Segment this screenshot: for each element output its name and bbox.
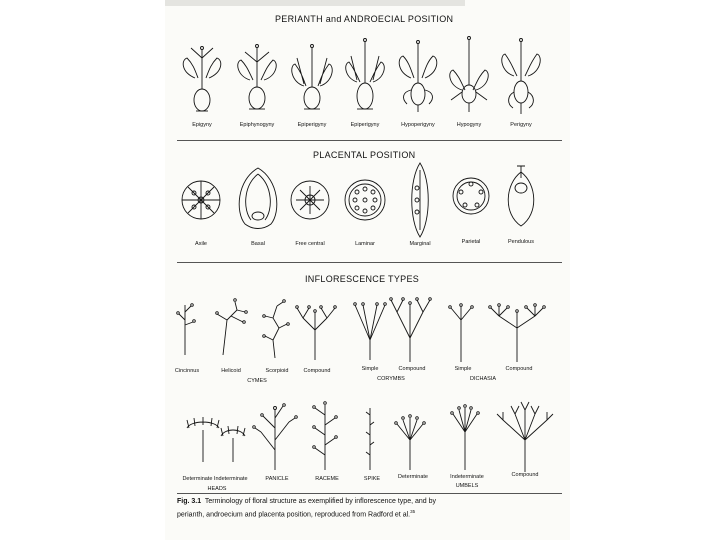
label-parietal: Parietal <box>461 239 481 245</box>
label-perigyny: Perigyny <box>510 122 532 128</box>
label-helicoid: Helicoid <box>221 368 241 374</box>
flower-epiperigyny-1 <box>292 45 332 110</box>
caption-fig-number: Fig. 3.1 <box>177 498 202 505</box>
perianth-heading: PERIANTH and ANDROECIAL POSITION <box>275 14 454 24</box>
label-epigyny: Epigyny <box>192 122 212 128</box>
figure-page <box>165 0 570 540</box>
caption-line-2: perianth, androecium and placenta position, reproduced from Radford et al. <box>177 511 411 519</box>
placental-heading: PLACENTAL POSITION <box>313 150 416 160</box>
label-free-central: Free central <box>295 241 325 247</box>
label-marginal: Marginal <box>409 241 431 247</box>
group-umbels: UMBELS <box>455 483 479 489</box>
corymb-simple <box>354 303 387 360</box>
label-umbel-compound: Compound <box>511 472 539 478</box>
label-raceme: RACEME <box>315 476 339 482</box>
label-spike: SPIKE <box>363 476 381 482</box>
figure-caption <box>177 497 562 520</box>
cyme-helicoid <box>216 299 248 355</box>
group-cymes: CYMES <box>247 378 267 384</box>
ovary-laminar <box>345 180 385 220</box>
label-laminar: Laminar <box>355 241 375 247</box>
label-cincinnus: Cincinnus <box>174 368 200 374</box>
label-dichasium-simple: Simple <box>454 366 472 372</box>
group-corymbs: CORYMBS <box>377 376 405 382</box>
head-determinate <box>187 417 219 462</box>
label-hypoperigyny: Hypoperigyny <box>401 122 435 128</box>
flower-hypoperigyny <box>399 41 437 113</box>
flower-epiperigyny-2 <box>346 39 385 110</box>
group-heads: HEADS <box>207 486 227 492</box>
inflorescence-heading: INFLORESCENCE TYPES <box>305 274 420 284</box>
dichasium-compound <box>489 304 546 362</box>
label-corymb-compound: Compound <box>398 366 426 372</box>
label-hypogyny: Hypogyny <box>456 122 482 128</box>
label-umbel-indeterminate: Indeterminate <box>450 474 484 480</box>
caption-line-1: Terminology of floral structure as exemplified by inflorescence type, and by <box>204 498 437 505</box>
botanical-illustrations <box>165 0 570 540</box>
ovary-free-central <box>291 181 329 219</box>
cyme-compound <box>296 306 337 360</box>
corymb-compound <box>390 298 432 362</box>
flower-perigyny <box>502 39 540 115</box>
ovary-marginal <box>412 163 429 237</box>
spike <box>366 408 374 470</box>
umbel-compound <box>497 402 553 472</box>
panicle <box>253 404 298 470</box>
label-panicle: PANICLE <box>265 476 289 482</box>
flower-epigyny <box>183 47 221 112</box>
dichasium-simple <box>449 304 474 362</box>
ovary-axile <box>182 181 220 219</box>
flower-epiphynogyny <box>238 45 276 110</box>
raceme <box>313 402 338 470</box>
label-basal: Basal <box>251 241 265 247</box>
caption-ref: 35 <box>410 509 416 514</box>
cyme-cincinnus <box>177 304 196 355</box>
label-epiperigyny-1: Epiperigyny <box>297 122 327 128</box>
cyme-scorpioid <box>263 300 290 358</box>
label-heads-types: Determinate Indeterminate <box>182 476 248 482</box>
flower-hypogyny <box>450 37 488 113</box>
group-dichasia: DICHASIA <box>470 376 496 382</box>
label-cyme-compound: Compound <box>303 368 331 374</box>
label-pendulous: Pendulous <box>508 239 534 245</box>
umbel-determinate <box>395 415 426 470</box>
umbel-indeterminate <box>451 405 480 470</box>
ovary-basal <box>239 168 277 229</box>
head-indeterminate <box>221 426 245 462</box>
label-axile: Axile <box>195 241 207 247</box>
ovary-parietal <box>453 178 489 214</box>
label-corymb-simple: Simple <box>361 366 379 372</box>
ovary-pendulous <box>508 166 534 226</box>
label-epiperigyny-2: Epiperigyny <box>350 122 380 128</box>
label-scorpioid: Scorpioid <box>265 368 289 374</box>
label-umbel-determinate: Determinate <box>398 474 428 480</box>
label-dichasium-compound: Compound <box>505 366 533 372</box>
label-epiphynogyny: Epiphynogyny <box>239 122 275 128</box>
